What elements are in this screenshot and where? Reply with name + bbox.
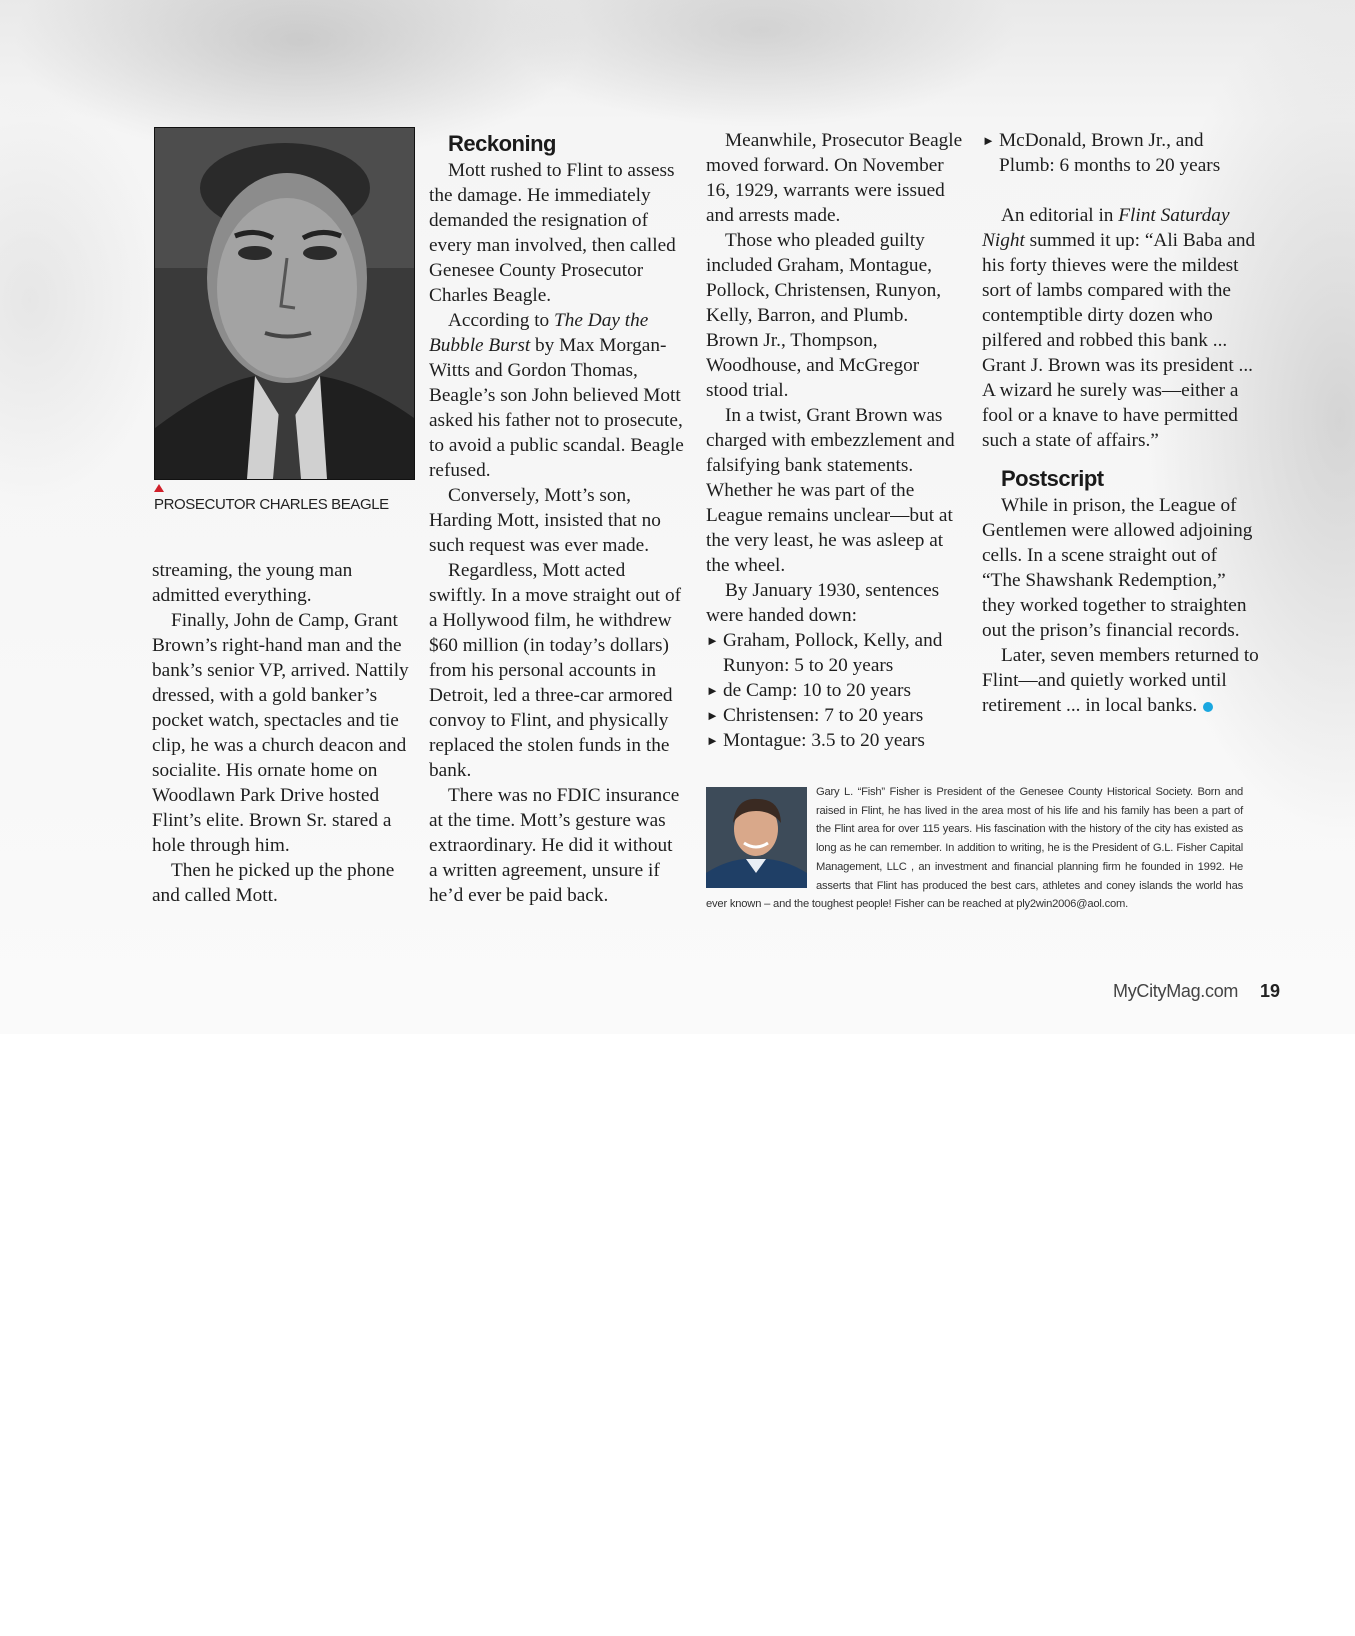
section-heading-postscript: Postscript xyxy=(1001,466,1104,491)
end-mark-icon xyxy=(1203,702,1213,712)
list-item-text: Graham, Pollock, Kelly, and Runyon: 5 to 20 years xyxy=(723,630,943,676)
list-item xyxy=(982,128,1260,178)
paragraph: Finally, John de Camp, Grant Brown’s right-hand man and the bank’s senior VP, arrived. Nattily dressed, with a gold banker’s pocket watch, spectacles and tie clip, he was a church deacon and socialite. His ornate home on Woodlawn Park Drive hosted Flint’s elite. Brown Sr. stared a hole through him. xyxy=(152,610,409,856)
list-item xyxy=(706,728,964,753)
paragraph: Then he picked up the phone and called Mott. xyxy=(152,860,395,906)
paragraph: Regardless, Mott acted swiftly. In a move straight out of a Hollywood film, he withdrew $60 million (in today’s dollars) from his personal accounts in Detroit, led a three-car armored convoy to Flint, and physically replaced the stolen funds in the bank. xyxy=(429,560,682,781)
prosecutor-portrait-photo xyxy=(154,127,415,480)
paragraph: Meanwhile, Prosecutor Beagle moved forward. On November 16, 1929, warrants were issued and arrests made. xyxy=(706,130,963,226)
publication-title: Flint Saturday Night xyxy=(982,205,1230,251)
text: An editorial in xyxy=(1001,205,1119,226)
paragraph: Those who pleaded guilty included Graham, Montague, Pollock, Christensen, Runyon, Kelly, Barron, and Plumb. Brown Jr., Thompson, Woodhouse, and McGregor stood trial. xyxy=(706,230,942,401)
spacer xyxy=(982,178,1260,203)
paragraph: Conversely, Mott’s son, Harding Mott, insisted that no such request was ever made. xyxy=(429,485,661,556)
column-4 xyxy=(982,128,1260,718)
paragraph: streaming, the young man admitted everything. xyxy=(152,560,353,606)
list-item-text: Montague: 3.5 to 20 years xyxy=(723,730,925,751)
paragraph xyxy=(982,203,1260,453)
list-item xyxy=(706,628,964,678)
text: by Max Morgan-Witts and Gordon Thomas, Beagle’s son John believed Mott asked his father not to prosecute, to avoid a public scandal. Beagle refused. xyxy=(429,335,684,481)
caption-triangle-icon xyxy=(154,484,164,492)
triangle-bullet-icon: ► xyxy=(982,133,995,148)
paragraph: There was no FDIC insurance at the time. Mott’s gesture was extraordinary. He did it without a written agreement, unsure if he’d ever be paid back. xyxy=(429,785,680,906)
column-3 xyxy=(706,128,964,753)
list-item xyxy=(706,678,964,703)
text: According to xyxy=(448,310,555,331)
section-heading-reckoning: Reckoning xyxy=(448,131,556,156)
photo-caption: PROSECUTOR CHARLES BEAGLE xyxy=(154,496,389,513)
paragraph xyxy=(429,308,685,483)
footer-website: MyCityMag.com xyxy=(1113,981,1239,1001)
author-bio xyxy=(706,783,1243,914)
text: Later, seven members returned to Flint—and quietly worked until retirement ... in local banks. xyxy=(982,645,1259,716)
text: summed it up: “Ali Baba and his forty thieves were the mildest sort of lambs compared with the contemptible dirty dozen who pilfered and robbed this bank ... Grant J. Brown was its president ... A wizard he surely was—either a fool or a knave to have permitted such a state of affairs.” xyxy=(982,230,1256,451)
spacer xyxy=(706,783,816,892)
book-title: The Day the Bubble Burst xyxy=(429,310,649,356)
paragraph: By January 1930, sentences were handed down: xyxy=(706,580,940,626)
triangle-bullet-icon: ► xyxy=(706,733,719,748)
author-bio-text: Gary L. “Fish” Fisher is President of the Genesee County Historical Society. Born and raised in Flint, he has lived in the area most of his life and his family has been a part of the Flint area for over 115 years. His fascination with the history of the city has existed as long as he can remember. In addition to writing, he is the President of G.L. Fisher Capital Management, LLC , an investment and financial planning firm he founded in 1992. He asserts that Flint has produced the best cars, athletes and coney islands the world has ever known – and the toughest people! Fisher can be reached at ply2win2006@aol.com. xyxy=(706,786,1243,911)
list-item xyxy=(706,703,964,728)
paragraph: While in prison, the League of Gentlemen were allowed adjoining cells. In a scene straight out of “The Shawshank Redemption,” they worked together to straighten out the prison’s financial records. xyxy=(982,495,1253,641)
sentence-list xyxy=(706,628,964,753)
column-1 xyxy=(152,558,410,908)
triangle-bullet-icon: ► xyxy=(706,683,719,698)
paragraph: Mott rushed to Flint to assess the damage. He immediately demanded the resignation of every man involved, then called Genesee County Prosecutor Charles Beagle. xyxy=(429,160,676,306)
page-number: 19 xyxy=(1260,981,1281,1001)
paragraph xyxy=(982,643,1260,718)
paragraph: In a twist, Grant Brown was charged with embezzlement and falsifying bank statements. Whether he was part of the League remains unclear—but at the very least, he was asleep at the wheel. xyxy=(706,405,955,576)
sentence-list-continued xyxy=(982,128,1260,178)
list-item-text: de Camp: 10 to 20 years xyxy=(723,680,911,701)
triangle-bullet-icon: ► xyxy=(706,708,719,723)
list-item-text: McDonald, Brown Jr., and Plumb: 6 months to 20 years xyxy=(999,130,1221,176)
column-2 xyxy=(429,130,685,908)
triangle-bullet-icon: ► xyxy=(706,633,719,648)
spacer xyxy=(982,453,1260,465)
list-item-text: Christensen: 7 to 20 years xyxy=(723,705,924,726)
